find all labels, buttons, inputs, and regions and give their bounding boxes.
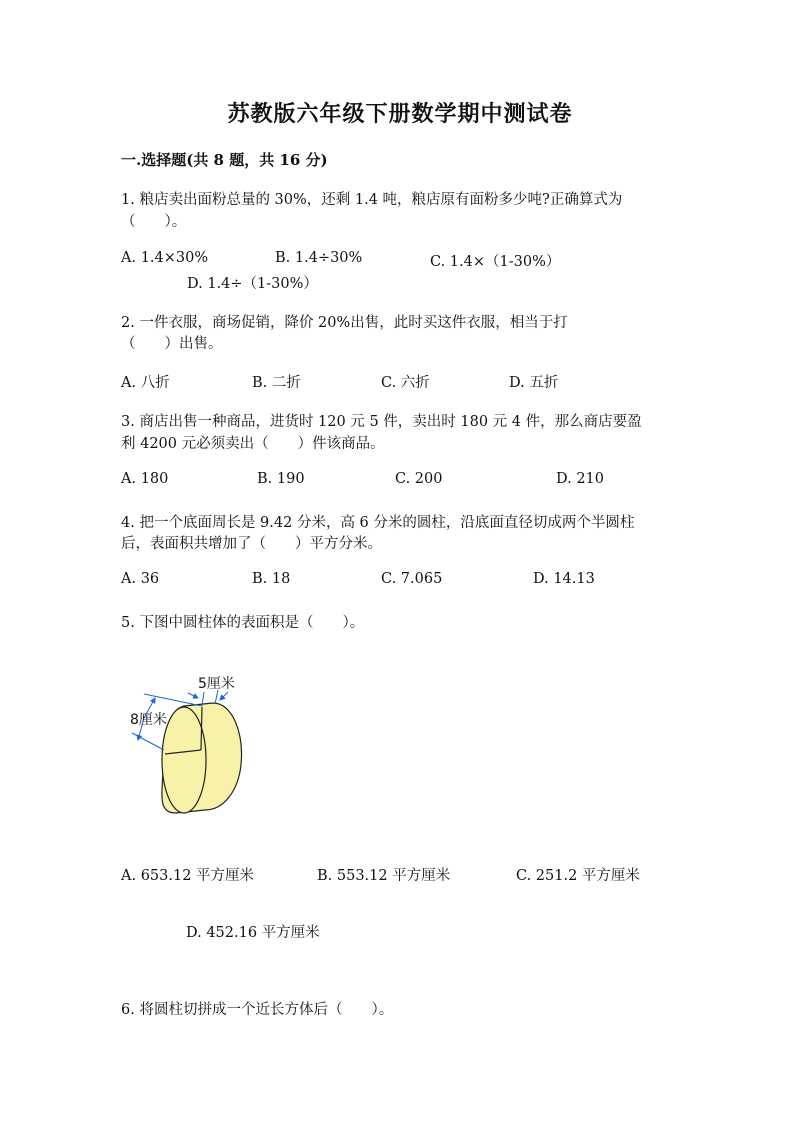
option-c[interactable]: C. 200 — [395, 471, 443, 487]
question-text-line: 1. 粮店卖出面粉总量的 30%，还剩 1.4 吨，粮店原有面粉多少吨?正确算式为 — [121, 192, 623, 208]
height-label: 5厘米 — [198, 676, 235, 692]
question-text-line: 4. 把一个底面周长是 9.42 分米，高 6 分米的圆柱，沿底面直径切成两个半圆柱 — [121, 515, 635, 531]
option-a[interactable]: A. 1.4×30% — [121, 250, 209, 266]
option-d[interactable]: D. 452.16 平方厘米 — [186, 925, 320, 941]
question-text-line: （ ）出售。 — [121, 336, 223, 352]
option-d[interactable]: D. 1.4÷（1-30%） — [187, 276, 318, 292]
option-c[interactable]: C. 251.2 平方厘米 — [516, 868, 640, 884]
cylinder-front-face — [162, 707, 206, 813]
option-d[interactable]: D. 210 — [556, 471, 605, 487]
option-b[interactable]: B. 553.12 平方厘米 — [317, 868, 451, 884]
question-text-line: 2. 一件衣服，商场促销，降价 20%出售，此时买这件衣服，相当于打 — [121, 315, 568, 331]
option-b[interactable]: B. 18 — [252, 571, 291, 587]
option-c[interactable]: C. 六折 — [381, 375, 430, 391]
option-a[interactable]: A. 180 — [121, 471, 169, 487]
question-text-line: （ ）。 — [121, 214, 187, 230]
dimension-arrow — [220, 692, 228, 700]
option-c[interactable]: C. 1.4×（1-30%） — [430, 254, 561, 270]
option-b[interactable]: B. 1.4÷30% — [275, 250, 363, 266]
option-d[interactable]: D. 14.13 — [533, 571, 595, 587]
extension-line — [132, 733, 164, 750]
option-a[interactable]: A. 36 — [121, 571, 160, 587]
option-d[interactable]: D. 五折 — [509, 375, 559, 391]
option-b[interactable]: B. 二折 — [252, 375, 301, 391]
question-text-line: 5. 下图中圆柱体的表面积是（ ）。 — [121, 615, 365, 631]
section-heading: 一.选择题(共 8 题，共 16 分) — [121, 151, 328, 169]
option-c[interactable]: C. 7.065 — [381, 571, 443, 587]
question-text-line: 利 4200 元必须卖出（ ）件该商品。 — [121, 436, 385, 452]
extension-line — [215, 690, 218, 704]
diameter-label: 8厘米 — [130, 712, 167, 728]
option-a[interactable]: A. 653.12 平方厘米 — [121, 868, 255, 884]
option-b[interactable]: B. 190 — [257, 471, 305, 487]
cylinder-figure — [118, 670, 258, 820]
dimension-arrow — [188, 693, 198, 698]
question-text-line: 6. 将圆柱切拼成一个近长方体后（ ）。 — [121, 1002, 394, 1018]
option-a[interactable]: A. 八折 — [121, 375, 170, 391]
page-title: 苏教版六年级下册数学期中测试卷 — [227, 101, 573, 127]
question-text-line: 后，表面积共增加了（ ）平方分米。 — [121, 536, 382, 552]
question-text-line: 3. 商店出售一种商品，进货时 120 元 5 件，卖出时 180 元 4 件，那么商店要盈 — [121, 414, 642, 430]
